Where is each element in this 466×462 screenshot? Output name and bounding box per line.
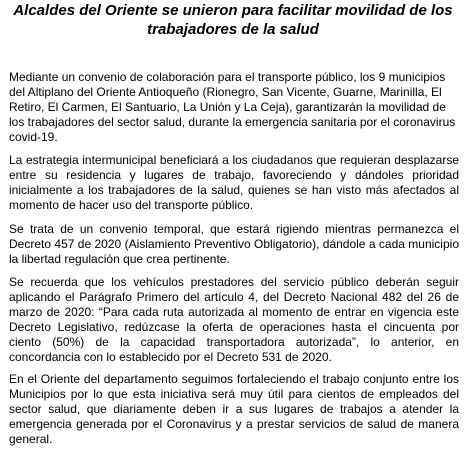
article-paragraph-3: Se trata de un convenio temporal, que estará rigiendo mientras permanezca el Decreto 457 de 2020 (Aislamiento Preventivo Obligatorio), dándole a cada municipio la libertad regulación que crea pertinente. [9, 222, 459, 266]
article-title: Alcaldes del Oriente se unieron para facilitar movilidad de los trabajadores de la salud [13, 2, 453, 38]
article-paragraph-2: La estrategia intermunicipal beneficiará a los ciudadanos que requieran desplazarse entre su residencia y lugares de trabajo, favoreciendo y dándoles prioridad inicialmente a los trabajadores de la salud, quienes se han visto más afectados al momento de hacer uso del transporte público. [9, 153, 459, 212]
article-paragraph-5: En el Oriente del departamento seguimos fortaleciendo el trabajo conjunto entre los Municipios por lo que esta iniciativa será muy útil para cientos de empleados del sector salud, que diariamente deben ir a sus lugares de trabajos a atender la emergencia generada por el Coronavirus y a prestar servicios de salud de manera general. [9, 372, 459, 446]
article-paragraph-1: Mediante un convenio de colaboración para el transporte público, los 9 municipios del Altiplano del Oriente Antioqueño (Rionegro, San Vicente, Guarne, Marinilla, El Retiro, El Carmen, El Santuario, La Unión y La Ceja), garantizarán la movilidad de los trabajadores del sector salud, durante la emergencia sanitaria por el coronavirus covid-19. [9, 70, 456, 144]
article-paragraph-4: Se recuerda que los vehículos prestadores del servicio público deberán seguir aplicando el Parágrafo Primero del artículo 4, del Decreto Nacional 482 del 26 de marzo de 2020: “Para cada ruta autorizada al momento de entrar en vigencia este Decreto Legislativo, redúzcase la oferta de operaciones hasta el cincuenta por ciento (50%) de la capacidad transportadora autorizada”, lo anterior, en concordancia con lo establecido por el Decreto 531 de 2020. [9, 275, 459, 364]
